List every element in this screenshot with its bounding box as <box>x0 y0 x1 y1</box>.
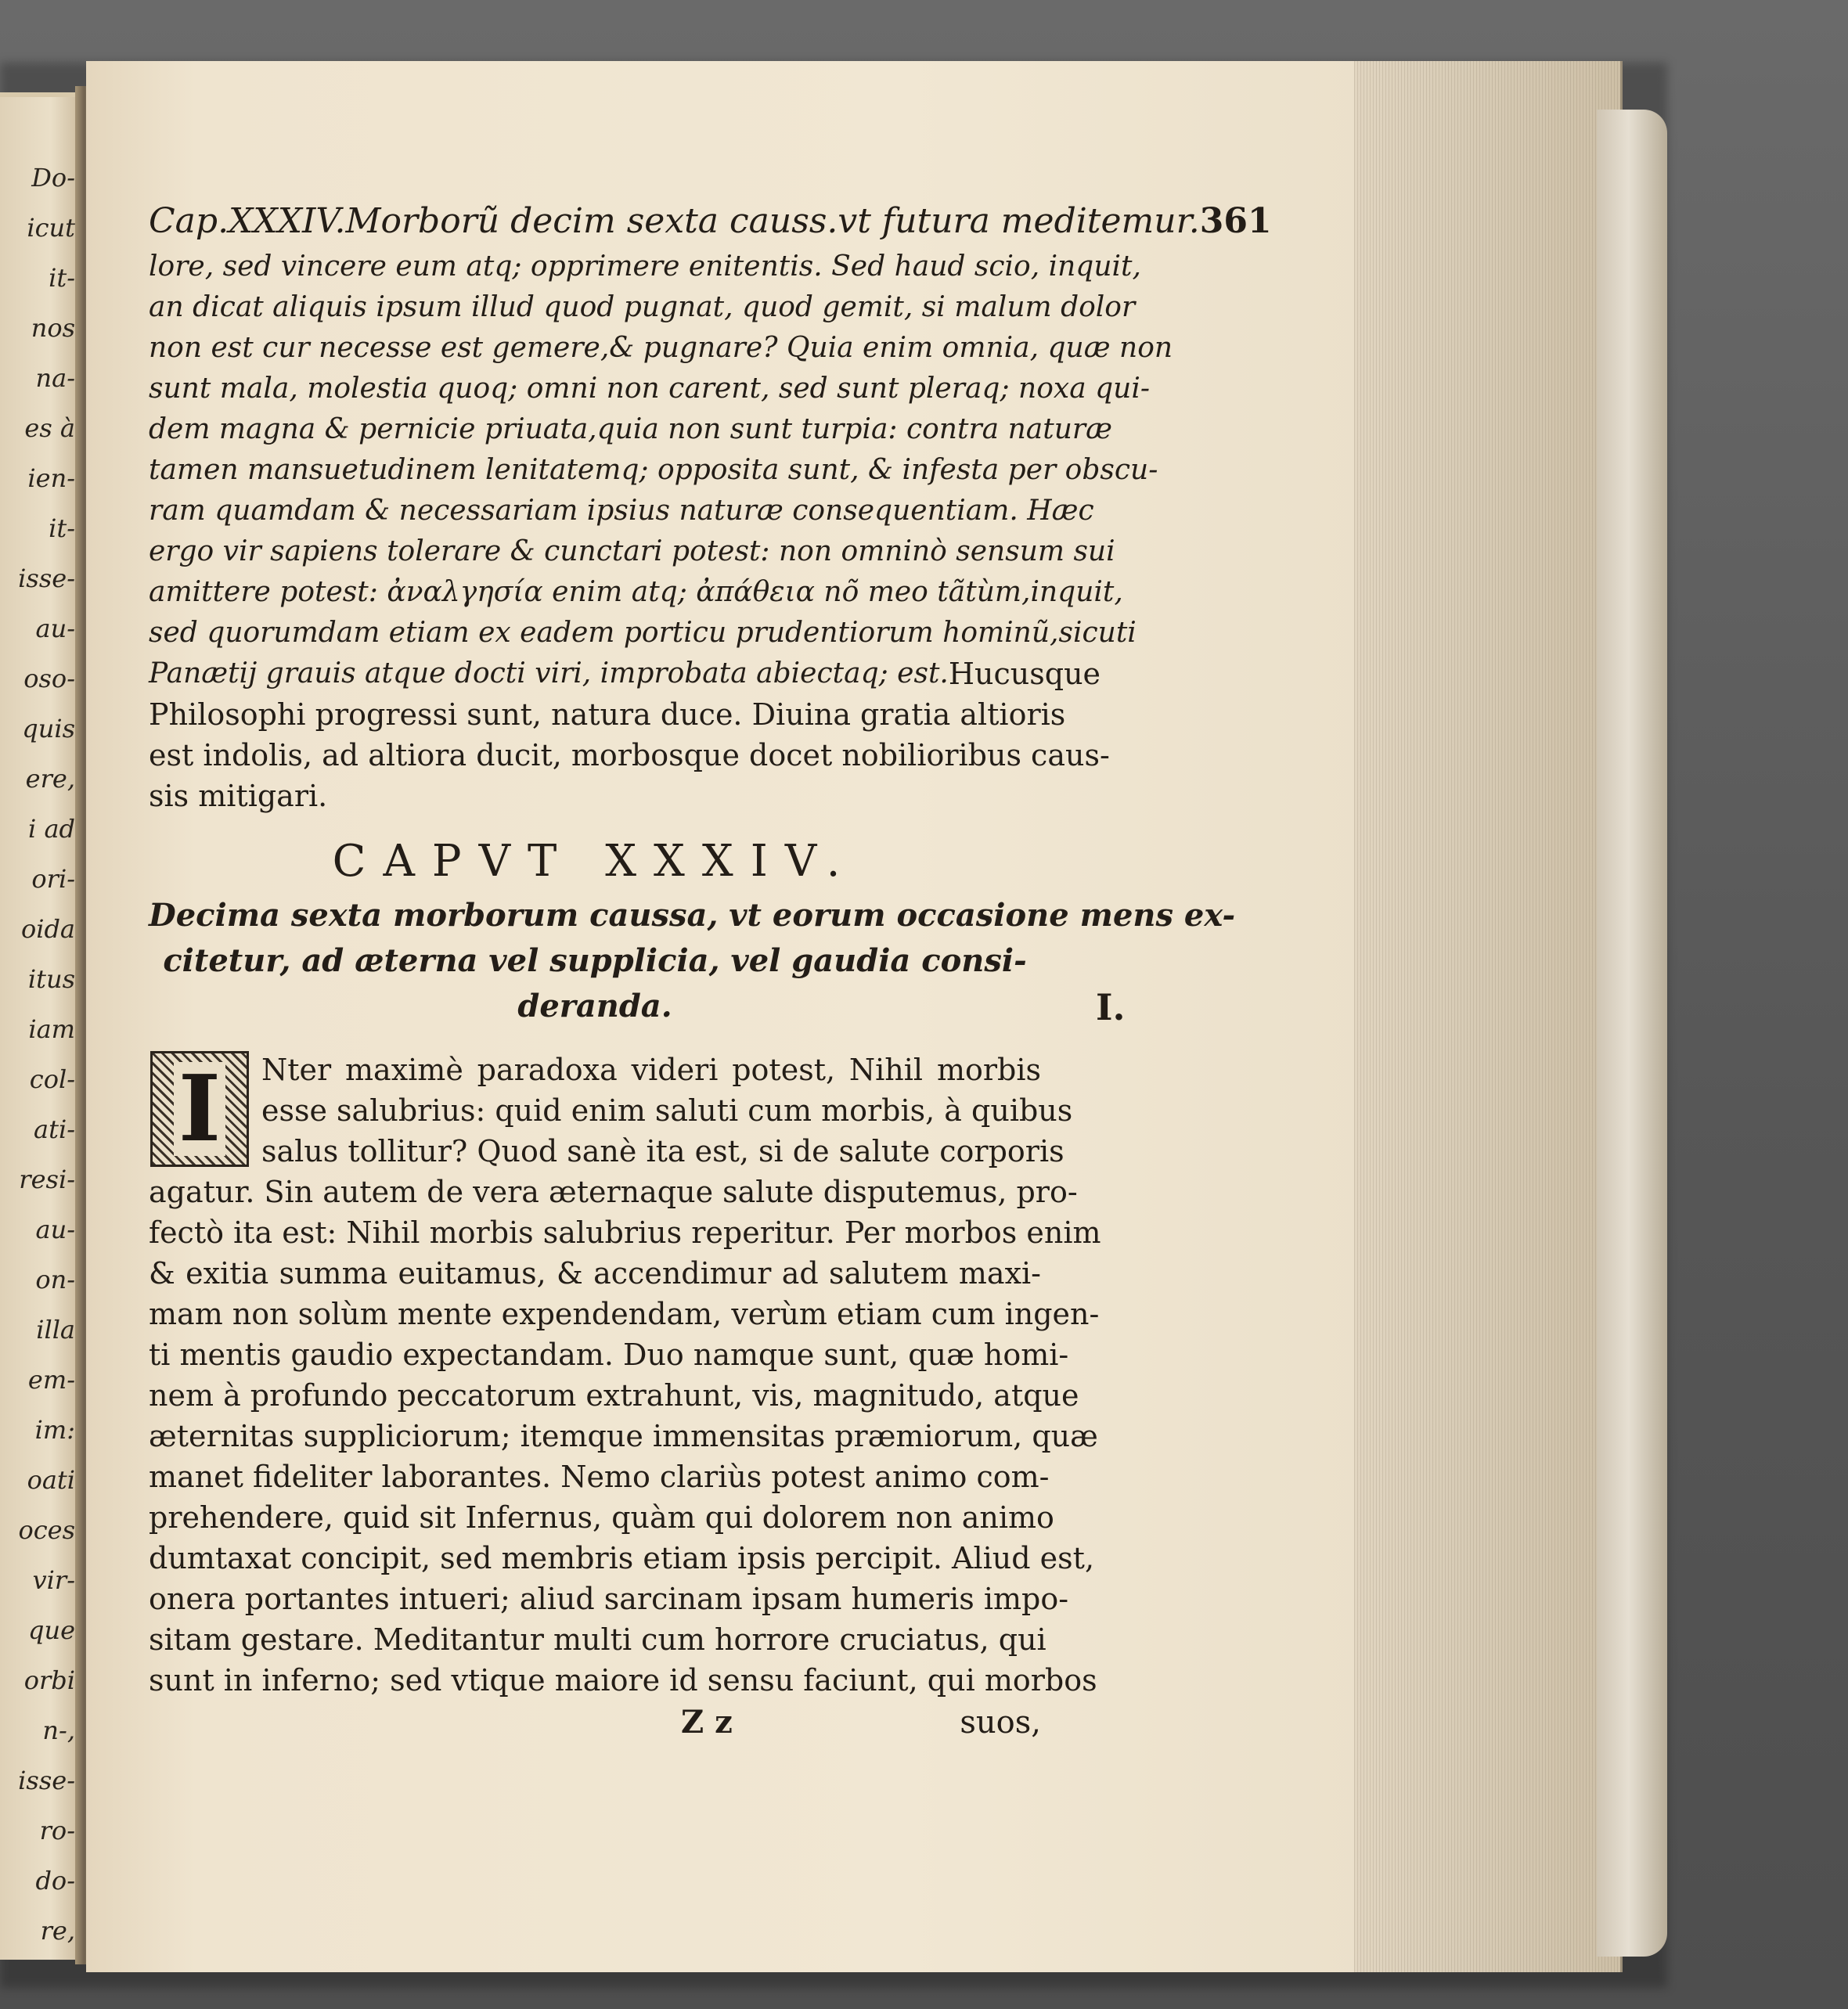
left-margin-fragment: i ad <box>28 814 75 844</box>
text-line: sunt in inferno; sed vtique maiore id sensu faciunt, qui morbos <box>149 1663 1097 1698</box>
text-line: amittere potest: ἀναλγησία enim atq; ἀπάθεια nõ meo tãtùm,inquit, <box>149 576 1123 608</box>
text-line: fectò ita est: Nihil morbis salubrius reperitur. Per morbos enim <box>149 1215 1101 1250</box>
left-margin-fragment: ere, <box>25 764 75 794</box>
left-margin-fragment: ori- <box>31 864 75 894</box>
text-line: esse salubrius: quid enim saluti cum morbis, à quibus <box>261 1093 1073 1128</box>
left-margin-fragment: illa <box>36 1315 75 1345</box>
left-margin-fragment: ien- <box>27 463 75 493</box>
text-line: non est cur necesse est gemere,& pugnare? Quia enim omnia, quæ non <box>149 332 1173 364</box>
subtitle-line: deranda. <box>517 988 672 1024</box>
signature-mark: Z z <box>681 1704 733 1741</box>
left-margin-fragment: na- <box>35 363 75 393</box>
text-line: mam non solùm mente expendendam, verùm etiam cum ingen- <box>149 1297 1100 1331</box>
text-line: Nter maximè paradoxa videri potest, Nihil morbis <box>261 1053 1041 1087</box>
left-margin-fragment: resi- <box>19 1165 75 1194</box>
book-cover-edge <box>1597 110 1667 1957</box>
text-line: Philosophi progressi sunt, natura duce. Diuina gratia altioris <box>149 697 1066 732</box>
left-margin-fragment: au- <box>35 1215 75 1244</box>
text-line: lore, sed vincere eum atq; opprimere enitentis. Sed haud scio, inquit, <box>149 250 1141 283</box>
left-margin-fragment: iam <box>28 1014 75 1044</box>
left-margin-fragment: que <box>27 1615 75 1645</box>
left-margin-fragment: oces <box>18 1515 75 1545</box>
text-line: est indolis, ad altiora ducit, morbosque docet nobilioribus caus- <box>149 738 1110 772</box>
decorated-initial <box>150 1051 249 1167</box>
text-line: ram quamdam & necessariam ipsius naturæ consequentiam. Hæc <box>149 495 1094 527</box>
left-margin-fragment: nos <box>31 313 75 343</box>
chapter-body <box>149 1050 1101 1701</box>
left-margin-fragment: im: <box>34 1415 75 1445</box>
left-margin-fragment: ati- <box>34 1114 75 1144</box>
text-line: dem magna & pernicie priuata,quia non sunt turpia: contra naturæ <box>149 413 1112 445</box>
left-margin-fragment: oida <box>20 914 75 944</box>
text-line: ti mentis gaudio expectandam. Duo namque sunt, quæ homi- <box>149 1338 1069 1372</box>
left-margin-fragment: ro- <box>39 1816 75 1845</box>
left-margin-fragment: quis <box>22 714 75 743</box>
text-line-mixed <box>149 653 1101 694</box>
text-line: sitam gestare. Meditantur multi cum horrore cruciatus, qui <box>149 1622 1046 1657</box>
text-line: manet fideliter laborantes. Nemo clariùs potest animo com- <box>149 1460 1050 1494</box>
left-margin-fragment: re, <box>40 1916 75 1946</box>
left-margin-fragment: isse- <box>18 1766 75 1795</box>
text-line: & exitia summa euitamus, & accendimur ad salutem maxi- <box>149 1256 1041 1291</box>
text-line: ergo vir sapiens tolerare & cunctari potest: non omninò sensum sui <box>149 535 1115 567</box>
running-header <box>149 200 1272 247</box>
left-page-fragments <box>0 153 78 1956</box>
margin-note: I. <box>1096 986 1126 1028</box>
subtitle-line: citetur, ad æterna vel supplicia, vel gaudia consi- <box>163 942 1027 979</box>
text-line: onera portantes intueri; aliud sarcinam ipsam humeris impo- <box>149 1582 1069 1616</box>
text-line: nem à profundo peccatorum extrahunt, vis, magnitudo, atque <box>149 1378 1079 1413</box>
chapter-subtitle <box>149 893 1236 1029</box>
left-margin-fragment: em- <box>27 1365 75 1395</box>
left-margin-fragment: it- <box>49 513 75 543</box>
chapter-title: CAPVT XXXIV. <box>332 836 858 887</box>
left-margin-fragment: n-, <box>42 1716 75 1745</box>
left-margin-fragment: on- <box>35 1265 75 1294</box>
subtitle-line: Decima sexta morborum caussa, vt eorum occasione mens ex- <box>149 897 1236 934</box>
text-line: tamen mansuetudinem lenitatemq; opposita sunt, & infesta per obscu- <box>149 454 1158 486</box>
left-margin-fragment: Do- <box>31 163 75 193</box>
left-margin-fragment: es à <box>24 413 75 443</box>
text-line: salus tollitur? Quod sanè ita est, si de salute corporis <box>261 1134 1064 1168</box>
left-margin-fragment: col- <box>29 1064 75 1094</box>
text-roman-part: Hucusque <box>948 657 1101 691</box>
text-italic-part: Panætij grauis atque docti viri, improbata abiectaq; est. <box>149 657 949 689</box>
left-margin-fragment: au- <box>35 614 75 643</box>
text-line: sed quorumdam etiam ex eadem porticu prudentiorum hominũ,sicuti <box>149 617 1137 649</box>
left-margin-fragment: isse- <box>18 563 75 593</box>
page-footer <box>149 1701 1041 1744</box>
left-margin-fragment: it- <box>49 263 75 293</box>
running-title: Cap.XXXIV.Morborũ decim sexta causs.vt futura meditemur. <box>149 201 1200 241</box>
catchword: suos, <box>960 1705 1041 1741</box>
text-line: agatur. Sin autem de vera æternaque salute disputemus, pro- <box>149 1175 1078 1209</box>
text-line: æternitas suppliciorum; itemque immensitas præmiorum, quæ <box>149 1419 1098 1453</box>
left-margin-fragment: vir- <box>32 1565 75 1595</box>
text-line: sis mitigari. <box>149 779 328 813</box>
text-line: dumtaxat concipit, sed membris etiam ipsis percipit. Aliud est, <box>149 1541 1095 1575</box>
text-line: prehendere, quid sit Infernus, quàm qui dolorem non animo <box>149 1500 1054 1535</box>
left-margin-fragment: icut <box>27 213 75 243</box>
page-number: 361 <box>1199 201 1272 241</box>
left-margin-fragment: orbi <box>23 1665 75 1695</box>
left-margin-fragment: oati <box>27 1465 75 1495</box>
fore-edge-pages <box>1354 61 1623 1972</box>
text-line: an dicat aliquis ipsum illud quod pugnat, quod gemit, si malum dolor <box>149 291 1136 323</box>
text-line: sunt mala, molestia quoq; omni non carent, sed sunt pleraq; noxa qui- <box>149 373 1151 405</box>
left-margin-fragment: oso- <box>23 664 75 693</box>
initial-letter: I <box>174 1062 225 1156</box>
page-text <box>149 200 1272 1744</box>
left-margin-fragment: do- <box>35 1866 75 1896</box>
left-margin-fragment: itus <box>27 964 75 994</box>
